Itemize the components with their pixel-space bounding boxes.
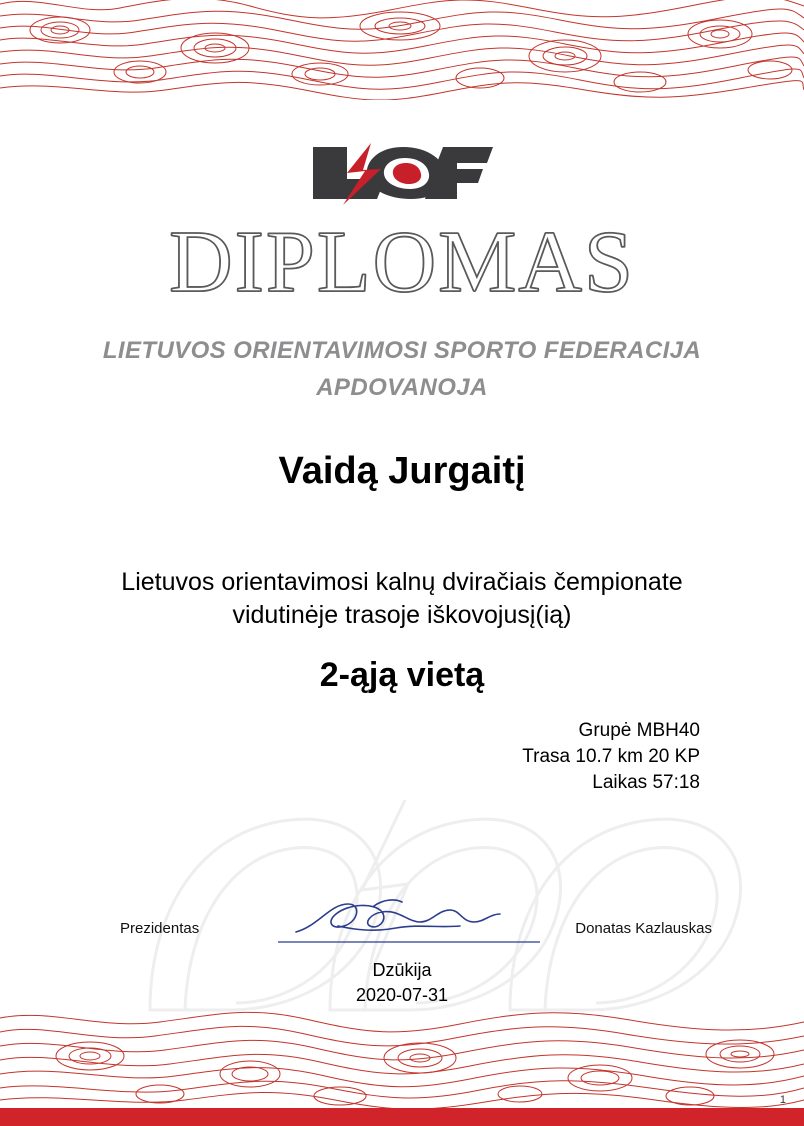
bottom-accent-bar: [0, 1108, 804, 1126]
signature-icon: [278, 892, 540, 952]
recipient-name: Vaidą Jurgaitį: [278, 450, 526, 492]
footer-location: Dzūkija: [372, 960, 432, 980]
award-place: 2-ąją vietą: [319, 656, 485, 694]
award-description-line-2: vidutinėje trasoje iškovojusį(ią): [232, 601, 572, 629]
decorative-contour-bottom: [0, 998, 804, 1108]
federation-line-2: APDOVANOJA: [316, 374, 488, 401]
result-details: [280, 718, 700, 796]
award-description-line-1: Lietuvos orientavimosi kalnų dviračiais čempionate: [121, 568, 683, 596]
signature-row: [0, 910, 804, 950]
award-description: [40, 566, 764, 632]
detail-group: Grupė MBH40: [578, 720, 700, 741]
signature-name: Donatas Kazlauskas: [575, 920, 712, 937]
decorative-contour-top: [0, 0, 804, 100]
detail-time: Laikas 57:18: [592, 772, 700, 793]
footer: [0, 958, 804, 1008]
federation-line-1: LIETUVOS ORIENTAVIMOSI SPORTO FEDERACIJA: [102, 337, 702, 364]
losf-logo: [0, 143, 804, 210]
signature-role: Prezidentas: [120, 920, 200, 937]
page-marker: 1: [779, 1094, 786, 1106]
detail-course: Trasa 10.7 km 20 KP: [522, 746, 700, 767]
footer-date: 2020-07-31: [355, 985, 449, 1005]
page-title: DIPLOMAS: [169, 214, 635, 311]
